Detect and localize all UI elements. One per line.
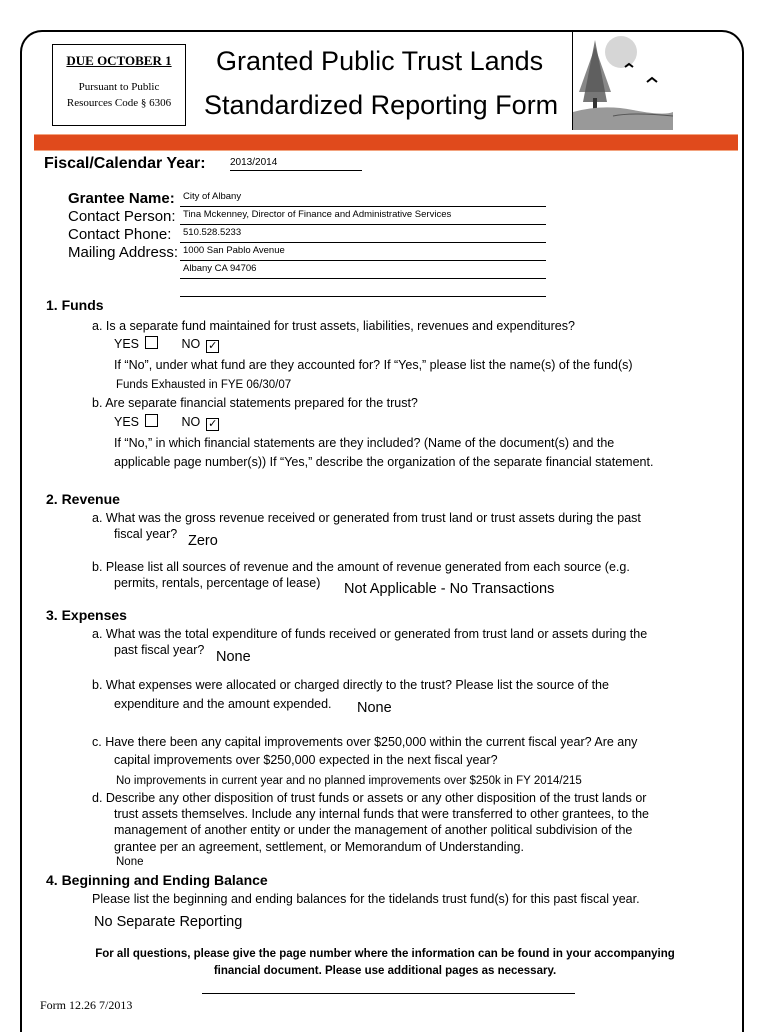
form-title-line-1: Granted Public Trust Lands bbox=[216, 46, 544, 76]
expenses-c-answer[interactable]: No improvements in current year and no planned improvements over $250k in FY 2014/215 bbox=[116, 775, 582, 787]
revenue-question-b-2: permits, rentals, percentage of lease) bbox=[114, 576, 321, 590]
pursuant-line-2: Resources Code § 6306 bbox=[66, 97, 172, 109]
expenses-question-d-2: trust assets themselves. Include any internal funds that were transferred to other grantees, to the bbox=[114, 807, 650, 821]
revenue-question-b-1: b. Please list all sources of revenue and the amount of revenue generated from each source (e.g. bbox=[92, 560, 630, 574]
expenses-question-c-2: capital improvements over $250,000 expected in the next fiscal year? bbox=[114, 753, 498, 767]
footer-instructions bbox=[60, 946, 710, 980]
revenue-question-a-1: a. What was the gross revenue received or generated from trust land or trust assets during the past bbox=[92, 511, 641, 525]
expenses-question-c-1: c. Have there been any capital improvements over $250,000 within the current fiscal year? Are any bbox=[92, 735, 638, 749]
section-balance-heading: 4. Beginning and Ending Balance bbox=[46, 872, 268, 888]
expenses-d-answer[interactable]: None bbox=[116, 856, 144, 868]
mailing-address-line-1[interactable]: 1000 San Pablo Avenue bbox=[180, 245, 546, 261]
balance-answer[interactable]: No Separate Reporting bbox=[94, 914, 243, 930]
yes-checkbox[interactable] bbox=[145, 336, 158, 349]
mailing-address-line-3[interactable] bbox=[180, 281, 546, 297]
pursuant-line-1: Pursuant to Public bbox=[78, 81, 160, 93]
revenue-b-answer[interactable]: Not Applicable - No Transactions bbox=[344, 581, 555, 597]
funds-a-answer[interactable]: Funds Exhausted in FYE 06/30/07 bbox=[116, 379, 292, 391]
expenses-b-answer[interactable]: None bbox=[357, 700, 392, 716]
grantee-name-field[interactable]: City of Albany bbox=[180, 191, 546, 207]
funds-a-options bbox=[114, 336, 219, 353]
expenses-question-b-1: b. What expenses were allocated or charged directly to the trust? Please list the source of the bbox=[92, 678, 609, 692]
expenses-question-b-2: expenditure and the amount expended. bbox=[114, 697, 332, 711]
revenue-a-answer[interactable]: Zero bbox=[188, 533, 218, 549]
revenue-question-a-2: fiscal year? bbox=[114, 527, 178, 541]
contact-phone-label: Contact Phone: bbox=[68, 226, 172, 243]
section-funds-heading: 1. Funds bbox=[46, 297, 104, 313]
form-number: Form 12.26 7/2013 bbox=[40, 998, 133, 1012]
no-label: NO bbox=[181, 337, 201, 351]
expenses-question-a-1: a. What was the total expenditure of funds received or generated from trust land or assets during the bbox=[92, 627, 648, 641]
expenses-question-d-4: grantee per an agreement, settlement, or Memorandum of Understanding. bbox=[114, 840, 524, 854]
funds-question-a: a. Is a separate fund maintained for trust assets, liabilities, revenues and expenditures? bbox=[92, 319, 575, 333]
section-expenses-heading: 3. Expenses bbox=[46, 607, 127, 623]
funds-b-followup-1: If “No,” in which financial statements are they included? (Name of the document(s) and the bbox=[114, 436, 615, 450]
funds-b-options bbox=[114, 414, 219, 431]
yes-checkbox[interactable] bbox=[145, 414, 158, 427]
due-date: DUE OCTOBER 1 bbox=[66, 53, 172, 68]
funds-a-followup: If “No”, under what fund are they accounted for? If “Yes,” please list the name(s) of the fund(s) bbox=[114, 358, 633, 372]
signature-line[interactable] bbox=[202, 993, 575, 994]
expenses-question-d-3: management of another entity or under the management of another political subdivision of the bbox=[114, 823, 633, 837]
no-label: NO bbox=[181, 415, 201, 429]
fiscal-year-label: Fiscal/Calendar Year: bbox=[44, 155, 206, 172]
footer-note-line-1: For all questions, please give the page number where the information can be found in your accompanying bbox=[95, 948, 675, 960]
expenses-question-a-2: past fiscal year? bbox=[114, 643, 205, 657]
footer-note-line-2: financial document. Please use additional pages as necessary. bbox=[213, 965, 557, 977]
tree-logo bbox=[572, 32, 673, 130]
expenses-question-d-1: d. Describe any other disposition of trust funds or assets or any other disposition of the trust lands or bbox=[92, 791, 647, 805]
form-title-line-2: Standardized Reporting Form bbox=[204, 90, 559, 120]
fiscal-year-field[interactable]: 2013/2014 bbox=[230, 157, 362, 171]
funds-b-followup-2: applicable page number(s)) If “Yes,” describe the organization of the separate financial statement. bbox=[114, 455, 654, 469]
balance-question: Please list the beginning and ending balances for the tidelands trust fund(s) for this past fiscal year. bbox=[92, 892, 640, 906]
mailing-address-label: Mailing Address: bbox=[68, 244, 179, 261]
contact-person-label: Contact Person: bbox=[68, 208, 176, 225]
grantee-name-label: Grantee Name: bbox=[68, 190, 175, 207]
due-date-box bbox=[52, 44, 186, 126]
contact-person-field[interactable]: Tina Mckenney, Director of Finance and Administrative Services bbox=[180, 209, 546, 225]
pursuant-text bbox=[53, 79, 185, 111]
contact-phone-field[interactable]: 510.528.5233 bbox=[180, 227, 546, 243]
expenses-a-answer[interactable]: None bbox=[216, 649, 251, 665]
yes-label: YES bbox=[114, 337, 140, 351]
no-checkbox-checked[interactable]: ✓ bbox=[208, 418, 218, 430]
mailing-address-line-2[interactable]: Albany CA 94706 bbox=[180, 263, 546, 279]
section-revenue-heading: 2. Revenue bbox=[46, 491, 120, 507]
yes-label: YES bbox=[114, 415, 140, 429]
no-checkbox-checked[interactable]: ✓ bbox=[208, 340, 218, 352]
funds-question-b: b. Are separate financial statements prepared for the trust? bbox=[92, 396, 418, 410]
header-divider-bar bbox=[34, 134, 738, 151]
